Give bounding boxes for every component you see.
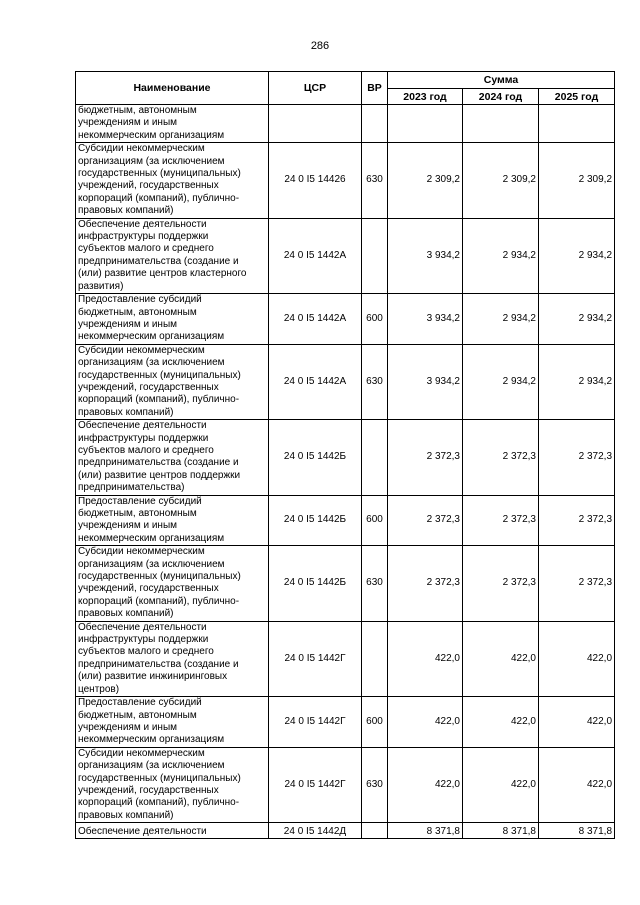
row-sum-2023: 8 371,8 — [388, 823, 463, 839]
header-year-2023: 2023 год — [388, 89, 463, 105]
row-sum-2024: 2 309,2 — [463, 143, 539, 218]
row-csr: 24 0 I5 1442Д — [269, 823, 362, 839]
row-vr — [362, 621, 388, 696]
row-sum-2024: 422,0 — [463, 621, 539, 696]
row-name: Предоставление субсидий бюджетным, автономным учреждениям и иным некоммерческим организациям — [76, 294, 269, 345]
row-vr: 600 — [362, 495, 388, 546]
header-vr: ВР — [362, 72, 388, 105]
row-sum-2024: 422,0 — [463, 747, 539, 822]
row-csr: 24 0 I5 1442Г — [269, 621, 362, 696]
row-vr — [362, 420, 388, 495]
row-sum-2024: 422,0 — [463, 697, 539, 748]
row-sum-2025 — [539, 105, 615, 143]
row-sum-2023: 2 372,3 — [388, 420, 463, 495]
row-csr: 24 0 I5 1442А — [269, 344, 362, 419]
table-row — [76, 143, 615, 218]
budget-table — [75, 71, 615, 839]
table-row — [76, 344, 615, 419]
row-sum-2023: 422,0 — [388, 621, 463, 696]
row-sum-2024: 2 934,2 — [463, 344, 539, 419]
row-sum-2023: 3 934,2 — [388, 344, 463, 419]
row-sum-2025: 2 934,2 — [539, 344, 615, 419]
row-sum-2024: 2 372,3 — [463, 546, 539, 621]
header-sum: Сумма — [388, 72, 615, 89]
row-csr: 24 0 I5 1442Б — [269, 420, 362, 495]
header-csr: ЦСР — [269, 72, 362, 105]
table-row — [76, 697, 615, 748]
row-name: Субсидии некоммерческим организациям (за исключением государственных (муниципальных) учреждений, государственных корпораций (компаний), публично- правовых компаний) — [76, 143, 269, 218]
row-name: бюджетным, автономным учреждениям и иным некоммерческим организациям — [76, 105, 269, 143]
row-csr: 24 0 I5 14426 — [269, 143, 362, 218]
row-vr — [362, 218, 388, 293]
row-csr: 24 0 I5 1442Б — [269, 546, 362, 621]
table-row — [76, 420, 615, 495]
row-name: Предоставление субсидий бюджетным, автономным учреждениям и иным некоммерческим организациям — [76, 495, 269, 546]
row-name: Субсидии некоммерческим организациям (за исключением государственных (муниципальных) учреждений, государственных корпораций (компаний), публично- правовых компаний) — [76, 747, 269, 822]
row-sum-2024 — [463, 105, 539, 143]
row-vr — [362, 823, 388, 839]
row-sum-2025: 8 371,8 — [539, 823, 615, 839]
row-csr: 24 0 I5 1442А — [269, 218, 362, 293]
row-vr: 600 — [362, 294, 388, 345]
row-sum-2025: 2 934,2 — [539, 218, 615, 293]
row-sum-2025: 422,0 — [539, 621, 615, 696]
row-sum-2023: 2 309,2 — [388, 143, 463, 218]
header-year-2024: 2024 год — [463, 89, 539, 105]
row-sum-2023: 2 372,3 — [388, 495, 463, 546]
row-sum-2024: 8 371,8 — [463, 823, 539, 839]
row-name: Субсидии некоммерческим организациям (за исключением государственных (муниципальных) учреждений, государственных корпораций (компаний), публично- правовых компаний) — [76, 344, 269, 419]
row-sum-2024: 2 934,2 — [463, 294, 539, 345]
row-sum-2025: 2 372,3 — [539, 495, 615, 546]
row-sum-2023 — [388, 105, 463, 143]
row-name: Обеспечение деятельности — [76, 823, 269, 839]
row-sum-2023: 3 934,2 — [388, 218, 463, 293]
row-sum-2025: 422,0 — [539, 697, 615, 748]
table-row — [76, 546, 615, 621]
row-sum-2023: 422,0 — [388, 747, 463, 822]
page-number: 286 — [310, 40, 330, 52]
row-sum-2023: 422,0 — [388, 697, 463, 748]
row-sum-2025: 2 934,2 — [539, 294, 615, 345]
table-row — [76, 621, 615, 696]
table-row — [76, 218, 615, 293]
row-vr: 630 — [362, 344, 388, 419]
row-sum-2025: 2 372,3 — [539, 420, 615, 495]
row-sum-2025: 2 372,3 — [539, 546, 615, 621]
row-sum-2025: 2 309,2 — [539, 143, 615, 218]
row-sum-2024: 2 372,3 — [463, 420, 539, 495]
row-csr: 24 0 I5 1442Б — [269, 495, 362, 546]
row-csr: 24 0 I5 1442Г — [269, 697, 362, 748]
row-sum-2023: 3 934,2 — [388, 294, 463, 345]
row-vr: 630 — [362, 546, 388, 621]
row-sum-2025: 422,0 — [539, 747, 615, 822]
row-vr: 600 — [362, 697, 388, 748]
table-row — [76, 823, 615, 839]
table-body — [76, 105, 615, 839]
row-vr: 630 — [362, 747, 388, 822]
table-row — [76, 294, 615, 345]
row-vr — [362, 105, 388, 143]
row-csr: 24 0 I5 1442Г — [269, 747, 362, 822]
row-sum-2024: 2 372,3 — [463, 495, 539, 546]
row-vr: 630 — [362, 143, 388, 218]
row-name: Предоставление субсидий бюджетным, автономным учреждениям и иным некоммерческим организациям — [76, 697, 269, 748]
header-name: Наименование — [76, 72, 269, 105]
row-name: Обеспечение деятельности инфраструктуры поддержки субъектов малого и среднего предпринимательства (создание и (или) развитие центров поддержки предпринимательства) — [76, 420, 269, 495]
row-csr — [269, 105, 362, 143]
row-name: Обеспечение деятельности инфраструктуры поддержки субъектов малого и среднего предпринимательства (создание и (или) развитие центров кластерного развития) — [76, 218, 269, 293]
header-year-2025: 2025 год — [539, 89, 615, 105]
row-name: Субсидии некоммерческим организациям (за исключением государственных (муниципальных) учреждений, государственных корпораций (компаний), публично- правовых компаний) — [76, 546, 269, 621]
table-row — [76, 105, 615, 143]
row-csr: 24 0 I5 1442А — [269, 294, 362, 345]
table-row — [76, 747, 615, 822]
row-sum-2023: 2 372,3 — [388, 546, 463, 621]
row-sum-2024: 2 934,2 — [463, 218, 539, 293]
row-name: Обеспечение деятельности инфраструктуры поддержки субъектов малого и среднего предпринимательства (создание и (или) развитие инжиниринговых центров) — [76, 621, 269, 696]
table-row — [76, 495, 615, 546]
